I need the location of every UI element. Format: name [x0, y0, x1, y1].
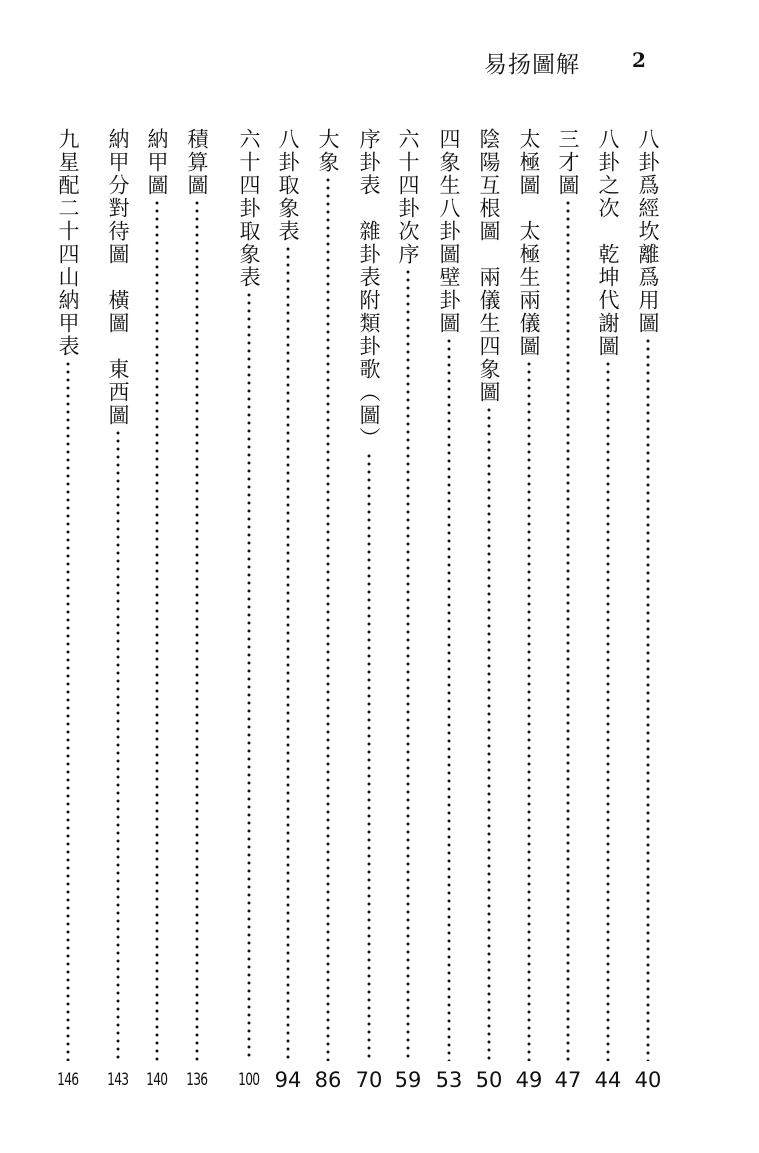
toc-column: [143, 128, 171, 1093]
toc-entry-page: 146: [57, 1070, 79, 1090]
toc-entry-page: 100: [238, 1070, 260, 1090]
toc-entry-page: 140: [146, 1070, 168, 1090]
toc-entry[interactable]: [143, 128, 171, 1093]
toc-entry-page: 44: [594, 1068, 622, 1092]
toc-entry-title: 四象生八卦圖壁卦圖: [437, 128, 461, 335]
toc-entry-page: 50: [475, 1068, 503, 1092]
toc-entry-title: 納甲圖: [145, 128, 169, 197]
dot-leader: [527, 360, 531, 1061]
toc-entry-page: 53: [435, 1068, 463, 1092]
toc-column: [554, 128, 582, 1093]
dot-leader: [606, 360, 610, 1061]
toc-entry-title: 納甲分對待圖 橫圖 東西圖: [106, 128, 130, 427]
page-number: 2: [632, 48, 646, 72]
dot-leader: [247, 291, 251, 1061]
toc-entry-page: 40: [634, 1068, 662, 1092]
toc-column: [183, 128, 211, 1093]
toc-column: [355, 128, 383, 1093]
toc-entry-title: 六十四卦取象表: [237, 128, 261, 289]
toc-column: [435, 128, 463, 1093]
toc-column: [515, 128, 543, 1093]
toc-entry[interactable]: [104, 128, 132, 1093]
table-of-contents: [52, 128, 662, 1093]
dot-leader: [566, 199, 570, 1061]
toc-column: [394, 128, 422, 1093]
dot-leader: [646, 337, 650, 1061]
toc-entry-title: 九星配二十四山納甲表: [56, 128, 80, 358]
toc-entry-page: 86: [314, 1068, 342, 1092]
dot-leader: [195, 199, 199, 1061]
toc-entry[interactable]: [54, 128, 82, 1093]
toc-column: [235, 128, 263, 1093]
toc-entry-title: 大象: [316, 128, 340, 174]
toc-column: [54, 128, 82, 1093]
toc-entry-page: 59: [394, 1068, 422, 1092]
toc-entry-page: 143: [107, 1070, 129, 1090]
toc-entry[interactable]: [515, 128, 543, 1093]
toc-entry-title: 六十四卦次序: [396, 128, 420, 266]
book-title: 易扬圖解: [484, 52, 580, 78]
toc-entry[interactable]: [274, 128, 302, 1093]
toc-entry[interactable]: [394, 128, 422, 1093]
dot-leader: [406, 268, 410, 1061]
dot-leader: [326, 176, 330, 1061]
toc-entry-page: 70: [355, 1068, 383, 1092]
dot-leader: [116, 429, 120, 1061]
page-header: [0, 46, 759, 76]
toc-entry[interactable]: [475, 128, 503, 1093]
toc-entry[interactable]: [435, 128, 463, 1093]
dot-leader: [155, 199, 159, 1061]
dot-leader: [66, 360, 70, 1061]
toc-entry-page: 94: [274, 1068, 302, 1092]
toc-entry[interactable]: [235, 128, 263, 1093]
toc-entry-title: 八卦取象表: [276, 128, 300, 243]
toc-column: [104, 128, 132, 1093]
toc-entry-page: 49: [515, 1068, 543, 1092]
toc-entry-title: 陰陽互根圖 兩儀生四象圖: [477, 128, 501, 404]
toc-entry-title: 八卦之次 乾坤代謝圖: [596, 128, 620, 358]
toc-entry-title: 序卦表 雜卦表附類卦歌︵圖︶: [357, 128, 381, 450]
toc-column: [634, 128, 662, 1093]
toc-entry[interactable]: [594, 128, 622, 1093]
dot-leader: [447, 337, 451, 1061]
toc-entry-page: 136: [186, 1070, 208, 1090]
toc-entry-title: 八卦爲經坎離爲用圖: [636, 128, 660, 335]
toc-entry[interactable]: [634, 128, 662, 1093]
toc-column: [475, 128, 503, 1093]
toc-entry-title: 積算圖: [185, 128, 209, 197]
toc-column: [274, 128, 302, 1093]
toc-column: [314, 128, 342, 1093]
toc-entry[interactable]: [183, 128, 211, 1093]
dot-leader: [367, 452, 371, 1061]
toc-entry[interactable]: [314, 128, 342, 1093]
toc-entry-page: 47: [554, 1068, 582, 1092]
dot-leader: [487, 406, 491, 1061]
toc-entry-title: 三才圖: [556, 128, 580, 197]
toc-entry[interactable]: [554, 128, 582, 1093]
toc-column: [594, 128, 622, 1093]
toc-entry[interactable]: [355, 128, 383, 1093]
dot-leader: [286, 245, 290, 1061]
toc-entry-title: 太極圖 太極生兩儀圖: [517, 128, 541, 358]
